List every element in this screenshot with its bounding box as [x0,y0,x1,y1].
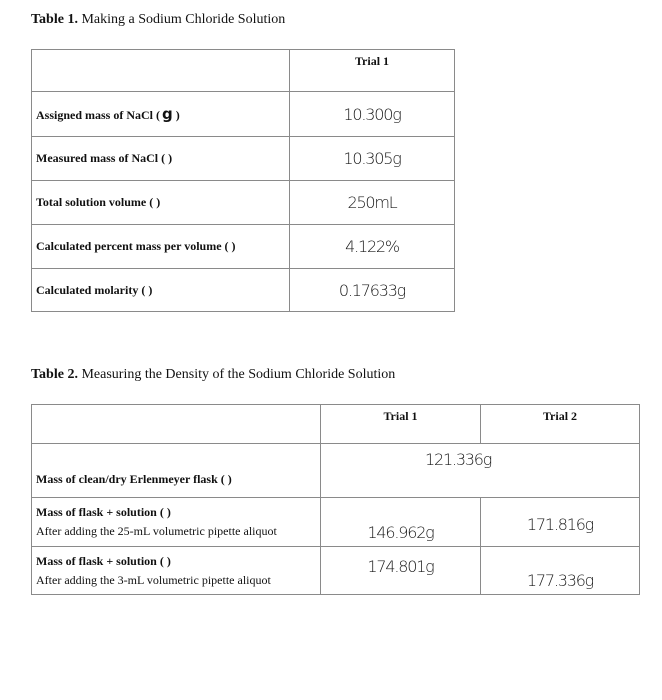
flask-solution-25ml-label-cell [32,498,321,547]
measured-mass-value: 10.305g [290,137,455,181]
table2 [31,404,640,595]
flask-solution-3ml-trial2: 177.336g [481,547,640,595]
clean-flask-value [321,444,640,498]
table1-header-trial1: Trial 1 [290,50,455,92]
table1-header-empty [32,50,290,92]
table1-caption-number: Table 1. [31,12,78,27]
table1 [31,49,455,312]
table2-caption [31,367,395,383]
assigned-mass-unit: g [162,105,173,123]
table1-caption-title: Making a Sodium Chloride Solution [77,12,286,27]
total-volume-label: Total solution volume ( ) [32,181,290,225]
assigned-mass-label: Assigned mass of NaCl ( [36,108,161,122]
table2-header-empty [32,405,321,444]
table2-caption-title: Measuring the Density of the Sodium Chloride Solution [77,367,396,382]
flask-solution-3ml-label-cell [32,547,321,595]
table2-header-trial1: Trial 1 [321,405,481,444]
table1-header-row [32,50,455,92]
table-row [32,498,640,547]
flask-solution-3ml-label: Mass of flask + solution ( ) [36,553,171,568]
table-row [32,269,455,312]
flask-solution-3ml-trial1: 174.801g [321,547,481,595]
molarity-label: Calculated molarity ( ) [32,269,290,312]
flask-solution-3ml-sublabel: After adding the 3-mL volumetric pipette aliquot [36,572,271,587]
measured-mass-label: Measured mass of NaCl ( ) [32,137,290,181]
flask-solution-25ml-label: Mass of flask + solution ( ) [36,505,171,519]
total-volume-value: 250mL [290,181,455,225]
molarity-value: 0.17633g [290,269,455,312]
percent-mass-value: 4.122% [290,225,455,269]
clean-flask-value-text: 121.336g [425,450,492,469]
table-row [32,225,455,269]
flask-solution-25ml-trial2: 171.816g [481,498,640,547]
table-row [32,444,640,498]
flask-solution-25ml-sublabel: After adding the 25-mL volumetric pipette aliquot [36,524,277,538]
table2-caption-number: Table 2. [31,367,78,382]
table-row [32,181,455,225]
table1-row-label [32,92,290,137]
flask-solution-25ml-trial1: 146.962g [321,498,481,547]
table-row [32,547,640,595]
clean-flask-label: Mass of clean/dry Erlenmeyer flask ( ) [32,444,321,498]
table1-caption [31,12,285,28]
table2-header-trial2: Trial 2 [481,405,640,444]
assigned-mass-value: 10.300g [290,92,455,137]
assigned-mass-label-end: ) [172,108,180,122]
table-row [32,137,455,181]
percent-mass-label: Calculated percent mass per volume ( ) [32,225,290,269]
table-row [32,92,455,137]
table2-header-row [32,405,640,444]
